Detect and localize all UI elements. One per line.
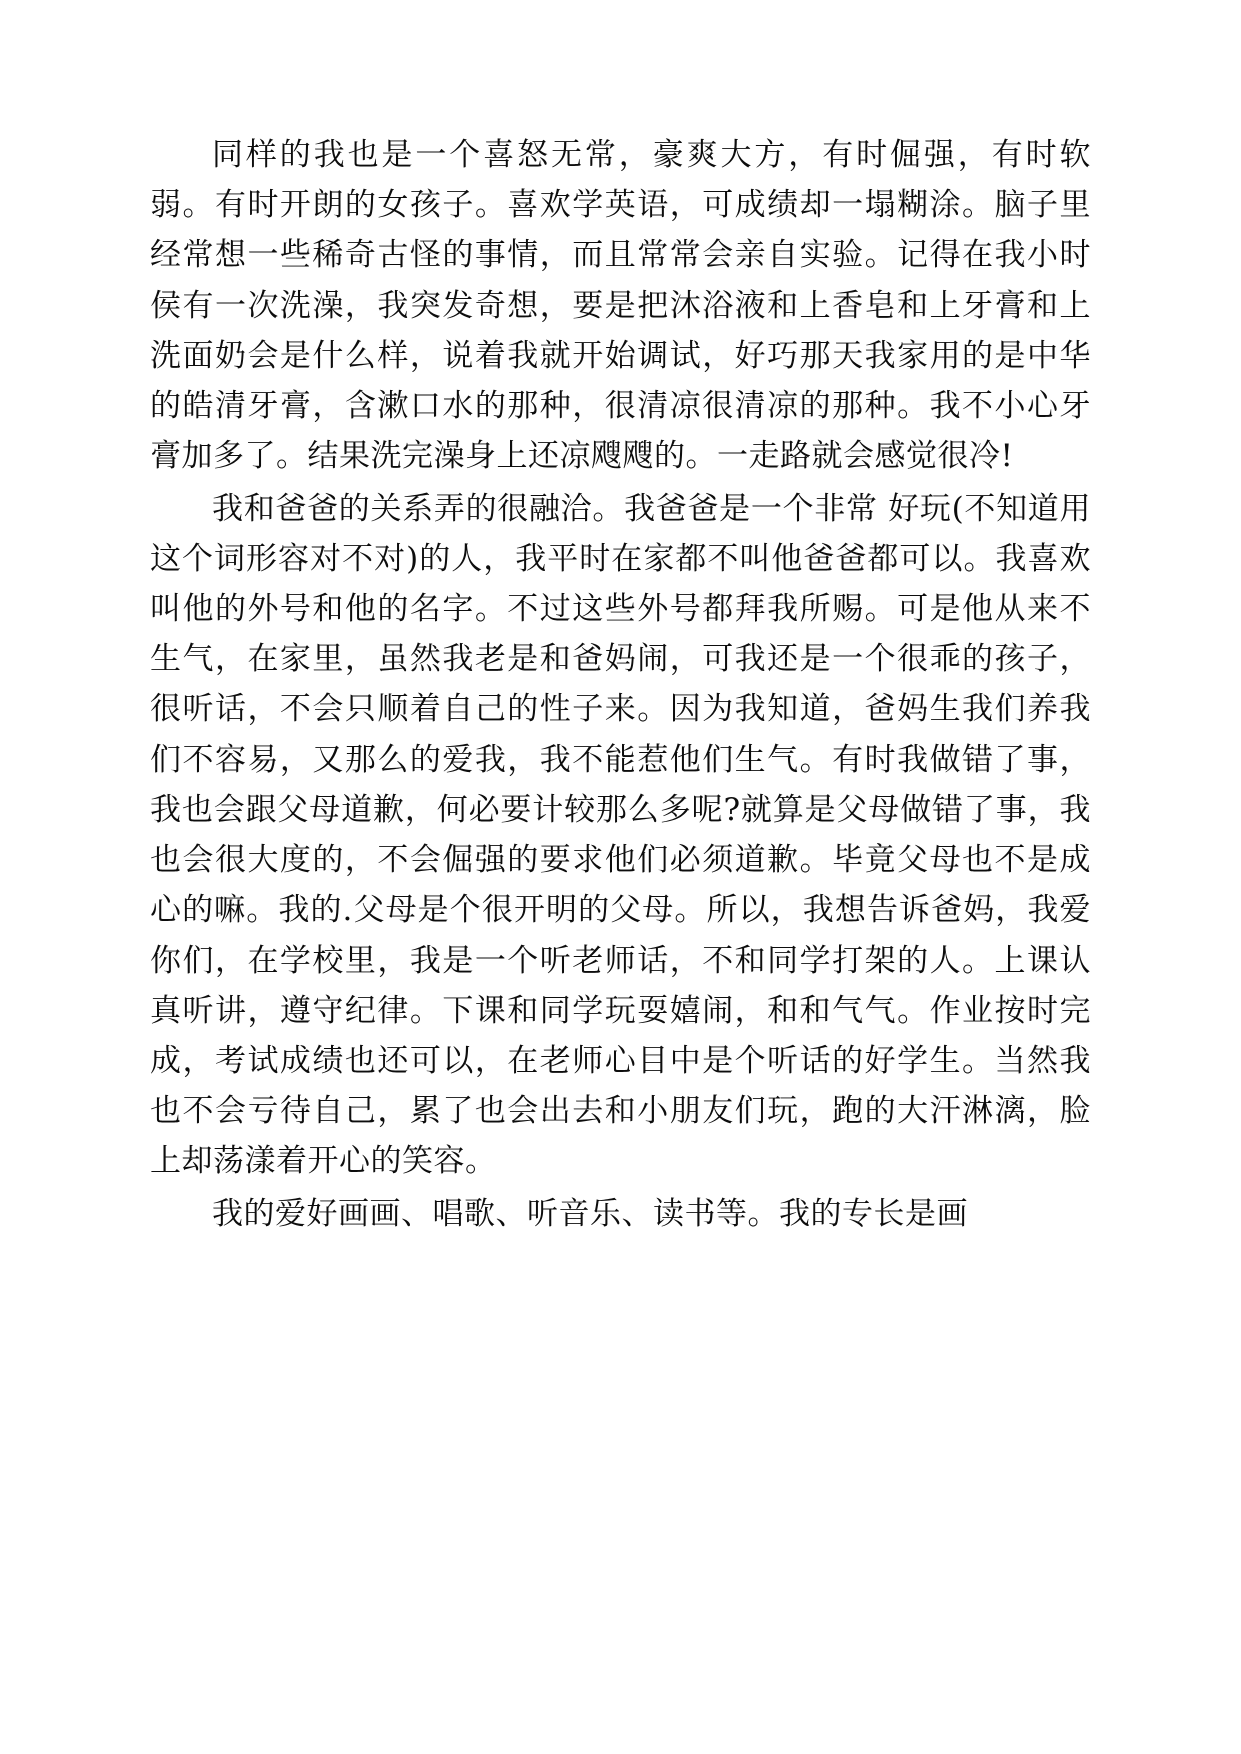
document-body xyxy=(150,130,1091,1239)
paragraph: 我和爸爸的关系弄的很融洽。我爸爸是一个非常 好玩(不知道用这个词形容对不对)的人，我平时在家都不叫他爸爸都可以。我喜欢叫他的外号和他的名字。不过这些外号都拜我所赐。可是他从来不生气，在家里，虽然我老是和爸妈闹，可我还是一个很乖的孩子，很听话，不会只顺着自己的性子来。因为我知道，爸妈生我们养我们不容易，又那么的爱我，我不能惹他们生气。有时我做错了事，我也会跟父母道歉，何必要计较那么多呢?就算是父母做错了事，我也会很大度的，不会倔强的要求他们必须道歉。毕竟父母也不是成心的嘛。我的.父母是个很开明的父母。所以，我想告诉爸妈，我爱你们，在学校里，我是一个听老师话，不和同学打架的人。上课认真听讲，遵守纪律。下课和同学玩耍嬉闹，和和气气。作业按时完成，考试成绩也还可以，在老师心目中是个听话的好学生。当然我也不会亏待自己，累了也会出去和小朋友们玩，跑的大汗淋漓，脸上却荡漾着开心的笑容。 xyxy=(150,490,1091,1180)
paragraph: 我的爱好画画、唱歌、听音乐、读书等。我的专长是画 xyxy=(212,1195,968,1232)
paragraph: 同样的我也是一个喜怒无常，豪爽大方，有时倔强，有时软弱。有时开朗的女孩子。喜欢学英语，可成绩却一塌糊涂。脑子里经常想一些稀奇古怪的事情，而且常常会亲自实验。记得在我小时侯有一次洗澡，我突发奇想，要是把沐浴液和上香皂和上牙膏和上洗面奶会是什么样，说着我就开始调试，好巧那天我家用的是中华的皓清牙膏，含漱口水的那种，很清凉很清凉的那种。我不小心牙膏加多了。结果洗完澡身上还凉飕飕的。一走路就会感觉很冷! xyxy=(150,137,1091,475)
